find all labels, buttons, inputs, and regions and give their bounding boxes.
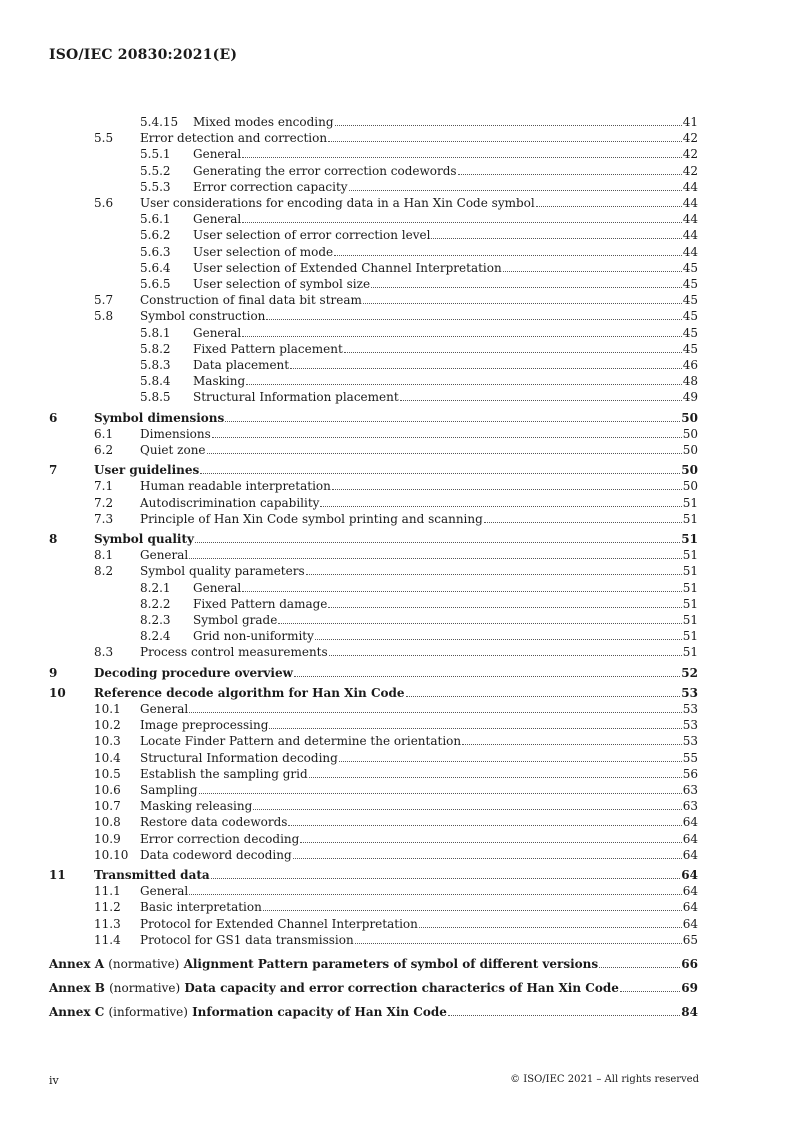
toc-entry-page: 51	[682, 613, 698, 627]
toc-entry-title: Symbol grade	[193, 613, 278, 627]
toc-entry[interactable]	[94, 899, 698, 915]
annex-kind: (normative)	[108, 957, 180, 971]
annex-label: Annex C	[49, 1005, 105, 1020]
dot-leader	[599, 956, 680, 968]
toc-entry[interactable]	[49, 867, 698, 883]
toc-entry[interactable]	[140, 612, 698, 628]
annex-kind: (normative)	[109, 981, 181, 996]
toc-entry-title: User selection of error correction level	[193, 228, 431, 243]
toc-entry-number: 5.8.4	[140, 374, 171, 389]
toc-entry[interactable]	[49, 685, 698, 701]
toc-entry-page: 48	[682, 374, 698, 389]
dot-leader	[207, 442, 682, 454]
toc-entry-number: 5.5.1	[140, 147, 171, 162]
toc-entry[interactable]	[94, 478, 698, 494]
toc-entry[interactable]	[140, 628, 698, 644]
toc-entry-title: Data placement	[193, 358, 290, 372]
dot-leader	[242, 211, 681, 223]
toc-entry-number: 8.2	[94, 564, 114, 579]
toc-entry-number: 7.2	[94, 495, 114, 510]
toc-entry-page: 45	[682, 293, 698, 308]
toc-entry-number: 11.4	[94, 932, 121, 947]
toc-entry[interactable]	[94, 511, 698, 527]
toc-entry-page: 53	[682, 718, 698, 733]
toc-entry-number: 10.5	[94, 766, 121, 781]
toc-entry-title: Decoding procedure overview	[94, 665, 293, 680]
toc-entry-page: 51	[682, 645, 698, 660]
toc-entry[interactable]	[94, 130, 698, 146]
dot-leader	[448, 1004, 680, 1016]
toc-entry-page: 51	[682, 495, 698, 510]
toc-entry[interactable]	[94, 798, 698, 814]
dot-leader	[320, 495, 681, 507]
toc-entry-number: 5.6	[94, 196, 114, 210]
toc-entry-title: User guidelines	[94, 463, 200, 478]
toc-entry-title: General	[193, 325, 242, 340]
toc-entry[interactable]	[140, 580, 698, 596]
toc-entry[interactable]	[94, 495, 698, 511]
toc-entry[interactable]	[94, 195, 698, 211]
toc-entry-number: 10.1	[94, 702, 121, 716]
dot-leader	[334, 244, 682, 256]
toc-entry-page: 51	[682, 580, 698, 595]
toc-entry-title: Symbol quality	[94, 532, 194, 546]
toc-entry-number: 8.1	[94, 548, 114, 563]
dot-leader	[503, 260, 682, 272]
toc-entry-title: General	[140, 884, 189, 899]
toc-entry-title: Symbol quality parameters	[140, 564, 305, 579]
toc-entry-title: Symbol construction	[140, 309, 266, 324]
toc-entry-number: 7.3	[94, 511, 114, 526]
dot-leader	[246, 373, 682, 385]
toc-entry-number: 7.1	[94, 479, 114, 494]
toc-entry[interactable]	[49, 531, 698, 547]
toc-annex-entry[interactable]	[49, 980, 698, 996]
dot-leader	[269, 717, 681, 729]
toc-entry-number: 11	[49, 868, 66, 882]
toc-entry-number: 5.5.2	[140, 163, 171, 178]
toc-entry-number: 10.10	[94, 847, 129, 862]
toc-entry-page: 51	[682, 596, 698, 611]
toc-entry-number: 5.5.3	[140, 179, 171, 194]
page-number: iv	[49, 1074, 59, 1087]
toc-entry-number: 5.6.1	[140, 212, 171, 227]
dot-leader	[332, 478, 682, 490]
toc-entry-title: Masking releasing	[140, 799, 253, 814]
toc-entry-page: 45	[682, 325, 698, 340]
toc-entry-title: Error correction capacity	[193, 179, 348, 194]
toc-entry-title: General	[193, 147, 242, 162]
toc-entry-title: Error detection and correction	[140, 131, 328, 146]
toc-entry-page: 63	[682, 783, 698, 797]
toc-entry-title: Structural Information placement	[193, 390, 399, 405]
document-header: ISO/IEC 20830:2021(E)	[49, 47, 238, 63]
toc-entry-number: 6.1	[94, 426, 114, 441]
dot-leader	[242, 146, 681, 158]
dot-leader	[293, 847, 682, 859]
toc-entry-number: 11.2	[94, 900, 121, 915]
toc-entry[interactable]	[94, 701, 698, 717]
toc-entry[interactable]	[49, 665, 698, 681]
toc-entry[interactable]	[94, 750, 698, 766]
toc-entry-page: 51	[682, 564, 698, 579]
toc-entry-title: Reference decode algorithm for Han Xin Code	[94, 685, 405, 700]
toc-entry-number: 8	[49, 532, 58, 546]
toc-entry[interactable]	[94, 563, 698, 579]
toc-entry-page: 49	[682, 390, 698, 405]
toc-entry-page: 45	[682, 260, 698, 275]
toc-entry-title: Autodiscrimination capability	[140, 495, 320, 510]
dot-leader	[242, 325, 681, 337]
dot-leader	[212, 426, 682, 438]
toc-entry[interactable]	[94, 733, 698, 749]
toc-entry-title: Restore data codewords	[140, 815, 288, 830]
dot-leader	[278, 612, 681, 624]
toc-entry[interactable]	[49, 462, 698, 478]
toc-entry-page: 64	[682, 847, 698, 862]
dot-leader	[335, 114, 682, 126]
toc-entry-page: 64	[682, 900, 698, 915]
toc-annex-entry[interactable]	[49, 956, 698, 972]
toc-entry[interactable]	[94, 766, 698, 782]
toc-entry-title: Structural Information decoding	[140, 750, 338, 765]
toc-entry[interactable]	[94, 308, 698, 324]
dot-leader	[253, 798, 681, 810]
toc-entry-number: 9	[49, 665, 58, 680]
toc-entry-title: Principle of Han Xin Code symbol printing and scanning	[140, 511, 483, 526]
toc-entry-page: 45	[682, 277, 698, 291]
toc-entry-page: 42	[682, 131, 698, 146]
toc-entry-number: 5.6.5	[140, 277, 171, 291]
toc-entry[interactable]	[140, 341, 698, 357]
annex-label: Annex B	[49, 981, 105, 996]
toc-entry[interactable]	[49, 410, 698, 426]
dot-leader	[328, 130, 682, 142]
toc-entry-title: User selection of Extended Channel Interpretation	[193, 260, 502, 275]
toc-entry-title: Generating the error correction codewords	[193, 163, 457, 178]
toc-entry[interactable]	[94, 916, 698, 932]
dot-leader	[263, 899, 682, 911]
toc-entry-page: 53	[682, 734, 698, 749]
toc-entry[interactable]	[94, 644, 698, 660]
dot-leader	[200, 462, 680, 474]
toc-entry-number: 5.8.1	[140, 325, 171, 340]
toc-entry[interactable]	[94, 883, 698, 899]
dot-leader	[484, 511, 682, 523]
toc-entry-title: General	[140, 548, 189, 563]
copyright-notice: © ISO/IEC 2021 – All rights reserved	[510, 1074, 699, 1085]
toc-entry-title: User selection of mode	[193, 244, 334, 259]
toc-entry[interactable]	[140, 260, 698, 276]
toc-entry[interactable]	[94, 932, 698, 948]
toc-entry-page: 69	[681, 981, 698, 996]
toc-entry-title: Dimensions	[140, 426, 211, 441]
toc-entry-page: 65	[682, 932, 698, 947]
toc-entry-title: Mixed modes encoding	[193, 115, 334, 129]
dot-leader	[462, 733, 682, 745]
toc-entry-number: 8.2.4	[140, 629, 171, 644]
toc-entry-title: Transmitted data	[94, 868, 210, 882]
toc-entry-page: 50	[682, 426, 698, 441]
toc-entry-page: 50	[682, 443, 698, 457]
toc-entry-title: Human readable interpretation	[140, 479, 331, 494]
toc-entry[interactable]	[94, 717, 698, 733]
dot-leader	[458, 163, 682, 175]
dot-leader	[419, 916, 682, 928]
toc-entry-number: 5.5	[94, 131, 114, 146]
toc-entry-title: Data codeword decoding	[140, 847, 292, 862]
toc-entry-number: 11.3	[94, 916, 121, 931]
toc-entry-title: Establish the sampling grid	[140, 766, 308, 781]
dot-leader	[328, 596, 681, 608]
toc-entry[interactable]	[94, 814, 698, 830]
toc-entry-number: 10.2	[94, 718, 121, 733]
toc-entry-page: 44	[682, 244, 698, 259]
toc-entry[interactable]	[94, 831, 698, 847]
toc-entry-page: 64	[682, 815, 698, 830]
toc-entry-number: 8.2.1	[140, 580, 171, 595]
toc-entry-number: 5.8.3	[140, 358, 171, 372]
toc-entry-number: 6	[49, 410, 58, 425]
toc-entry-title: General	[140, 702, 189, 716]
toc-entry[interactable]	[140, 179, 698, 195]
dot-leader	[339, 750, 682, 762]
toc-entry[interactable]	[140, 325, 698, 341]
dot-leader	[294, 665, 680, 677]
toc-entry-page: 56	[682, 766, 698, 781]
toc-entry-number: 5.6.2	[140, 228, 171, 243]
toc-entry-title: User considerations for encoding data in a Han Xin Code symbol	[140, 196, 535, 210]
toc-entry-number: 10.9	[94, 831, 121, 846]
toc-entry[interactable]	[140, 211, 698, 227]
toc-entry-title: Sampling	[140, 783, 198, 797]
toc-entry[interactable]	[140, 227, 698, 243]
toc-entry-title: Data capacity and error correction characterics of Han Xin Code	[184, 981, 619, 996]
toc-entry-number: 8.3	[94, 645, 114, 660]
dot-leader	[344, 341, 682, 353]
toc-entry-title: Alignment Pattern parameters of symbol of different versions	[183, 957, 599, 971]
toc-entry-number: 5.8	[94, 309, 114, 324]
toc-entry-page: 41	[682, 115, 698, 129]
dot-leader	[315, 628, 682, 640]
toc-entry-title: Quiet zone	[140, 443, 206, 457]
toc-entry-number: 8.2.2	[140, 596, 171, 611]
toc-entry-title: Basic interpretation	[140, 900, 262, 915]
dot-leader	[300, 831, 681, 843]
toc-entry-number: 5.4.15	[140, 115, 179, 129]
dot-leader	[242, 580, 681, 592]
toc-entry-number: 10.3	[94, 734, 121, 749]
toc-entry-page: 53	[681, 685, 698, 700]
toc-entry-page: 44	[682, 228, 698, 243]
toc-entry-number: 5.6.4	[140, 260, 171, 275]
toc-entry-page: 52	[681, 665, 698, 680]
toc-entry-title: General	[193, 212, 242, 227]
toc-entry-page: 64	[682, 916, 698, 931]
toc-entry-number: 5.7	[94, 293, 114, 308]
toc-entry[interactable]	[94, 442, 698, 458]
toc-entry-page: 51	[682, 548, 698, 563]
toc-entry-page: 64	[682, 831, 698, 846]
toc-annex-entry[interactable]	[49, 1004, 698, 1020]
toc-entry-number: 5.8.2	[140, 341, 171, 356]
toc-entry[interactable]	[94, 847, 698, 863]
toc-entry-page: 45	[682, 309, 698, 324]
toc-entry-page: 44	[682, 179, 698, 194]
toc-entry[interactable]	[140, 389, 698, 405]
dot-leader	[266, 308, 681, 320]
toc-entry-number: 8.2.3	[140, 613, 171, 627]
toc-entry-title: Protocol for GS1 data transmission	[140, 932, 354, 947]
dot-leader	[225, 410, 680, 422]
toc-entry-number: 6.2	[94, 443, 114, 457]
dot-leader	[431, 227, 681, 239]
annex-kind: (informative)	[108, 1005, 188, 1020]
dot-leader	[329, 644, 682, 656]
toc-entry[interactable]	[140, 114, 698, 130]
dot-leader	[290, 357, 682, 369]
toc-entry[interactable]	[140, 596, 698, 612]
toc-entry-page: 53	[682, 702, 698, 716]
dot-leader	[309, 766, 682, 778]
toc-entry-page: 42	[682, 163, 698, 178]
toc-entry[interactable]	[140, 276, 698, 292]
toc-entry-page: 64	[681, 868, 698, 882]
dot-leader	[371, 276, 682, 288]
dot-leader	[211, 867, 681, 879]
toc-entry-title: Grid non-uniformity	[193, 629, 314, 644]
toc-entry-title: Process control measurements	[140, 645, 328, 660]
toc-entry-page: 51	[682, 629, 698, 644]
dot-leader	[306, 563, 682, 575]
toc-entry[interactable]	[140, 146, 698, 162]
toc-entry-number: 10.6	[94, 783, 121, 797]
toc-entry-page: 84	[681, 1005, 698, 1020]
toc-entry-page: 66	[681, 957, 698, 971]
dot-leader	[199, 782, 682, 794]
toc-entry-page: 50	[682, 479, 698, 494]
toc-entry[interactable]	[140, 244, 698, 260]
dot-leader	[355, 932, 682, 944]
toc-entry-title: Information capacity of Han Xin Code	[192, 1005, 447, 1020]
toc-entry[interactable]	[94, 782, 698, 798]
annex-label: Annex A	[49, 957, 105, 971]
dot-leader	[363, 292, 682, 304]
toc-entry-page: 42	[682, 147, 698, 162]
dot-leader	[189, 547, 681, 559]
toc-entry-title: Masking	[193, 374, 246, 389]
dot-leader	[288, 814, 681, 826]
dot-leader	[189, 701, 681, 713]
toc-entry-page: 50	[681, 463, 698, 478]
toc-entry[interactable]	[94, 426, 698, 442]
dot-leader	[195, 531, 680, 543]
toc-entry[interactable]	[140, 373, 698, 389]
dot-leader	[400, 389, 682, 401]
toc-entry[interactable]	[140, 163, 698, 179]
dot-leader	[620, 980, 680, 992]
toc-entry-number: 5.6.3	[140, 244, 171, 259]
toc-entry-title: Fixed Pattern damage	[193, 596, 328, 611]
toc-entry-page: 55	[682, 750, 698, 765]
toc-entry-title: Error correction decoding	[140, 831, 300, 846]
toc-entry-title: User selection of symbol size	[193, 277, 371, 291]
toc-entry-page: 63	[682, 799, 698, 814]
toc-entry-page: 64	[682, 884, 698, 899]
toc-entry-page: 50	[681, 410, 698, 425]
toc-entry-number: 10.8	[94, 815, 121, 830]
toc-entry-title: Construction of final data bit stream	[140, 293, 362, 308]
toc-entry-page: 44	[682, 212, 698, 227]
toc-entry-page: 45	[682, 341, 698, 356]
toc-entry-title: Locate Finder Pattern and determine the orientation	[140, 734, 462, 749]
toc-entry-title: Fixed Pattern placement	[193, 341, 343, 356]
dot-leader	[536, 195, 682, 207]
toc-entry-number: 5.8.5	[140, 390, 171, 405]
dot-leader	[349, 179, 682, 191]
toc-entry-page: 51	[681, 532, 698, 546]
toc-entry[interactable]	[140, 357, 698, 373]
dot-leader	[189, 883, 681, 895]
toc-entry-page: 46	[682, 358, 698, 372]
toc-entry-number: 10.4	[94, 750, 121, 765]
toc-entry[interactable]	[94, 547, 698, 563]
toc-entry-title: Image preprocessing	[140, 718, 269, 733]
toc-entry-title: Protocol for Extended Channel Interpretation	[140, 916, 418, 931]
toc-entry-number: 10	[49, 685, 66, 700]
toc-entry[interactable]	[94, 292, 698, 308]
toc-entry-title: General	[193, 580, 242, 595]
toc-entry-title: Symbol dimensions	[94, 410, 225, 425]
toc-entry-number: 10.7	[94, 799, 121, 814]
toc-entry-page: 44	[682, 196, 698, 210]
toc-entry-number: 7	[49, 463, 58, 478]
toc-entry-number: 11.1	[94, 884, 121, 899]
toc-entry-page: 51	[682, 511, 698, 526]
dot-leader	[406, 685, 681, 697]
